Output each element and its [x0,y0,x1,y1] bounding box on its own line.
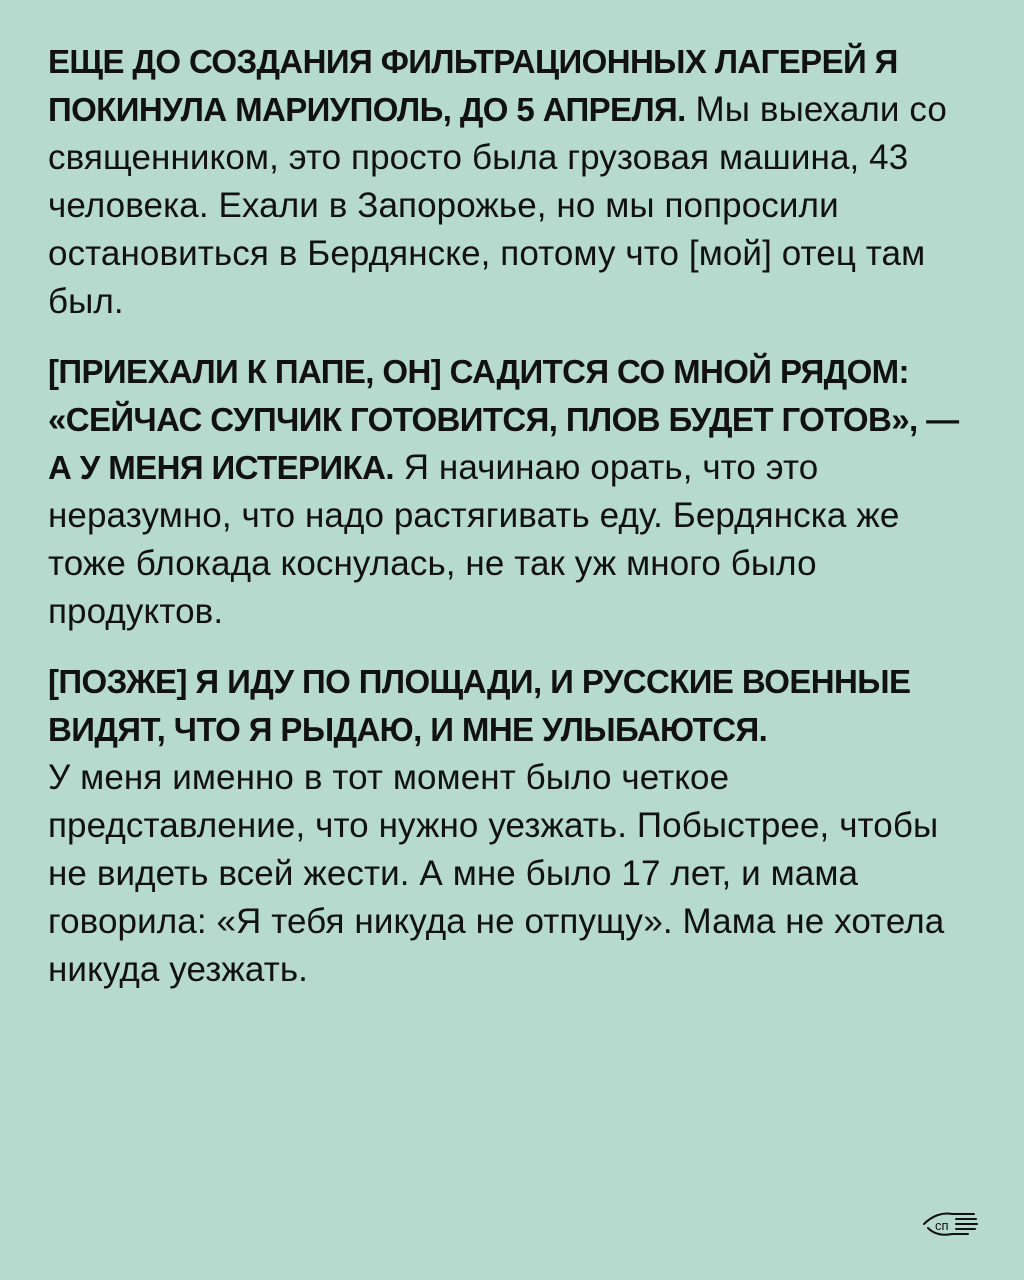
paragraph-3-lead: [ПОЗЖЕ] Я ИДУ ПО ПЛОЩАДИ, И РУССКИЕ ВОЕННЫЕ ВИДЯТ, ЧТО Я РЫДАЮ, И МНЕ УЛЫБАЮТСЯ. [48,663,911,748]
article-text [48,38,978,1016]
paragraph-3-body: У меня именно в тот момент было четкое представление, что нужно уезжать. Побыстрее, чтобы не видеть всей жести. А мне было 17 лет, и мама говорила: «Я тебя никуда не отпущу». Мама не хотела никуда уезжать. [48,758,945,989]
paragraph-3 [48,658,978,994]
paragraph-1-lead: ЕЩЕ ДО СОЗДАНИЯ ФИЛЬТРАЦИОННЫХ ЛАГЕРЕЙ Я ПОКИНУЛА МАРИУПОЛЬ, ДО 5 АПРЕЛЯ. [48,43,898,128]
paragraph-2-body: Я начинаю орать, что это неразумно, что надо растягивать еду. Бердянска же тоже блокада коснулась, не так уж много было продуктов. [48,448,900,631]
paragraph-1-body: Мы выехали со священником, это просто была грузовая машина, 43 человека. Ехали в Запорожье, но мы попросили остановиться в Бердянске, потому что [мой] отец там был. [48,90,947,321]
paragraph-2 [48,348,978,636]
hand-logo-icon [922,1202,980,1242]
paragraph-1 [48,38,978,326]
logo-text: сп [935,1218,949,1233]
paragraph-2-lead: [ПРИЕХАЛИ К ПАПЕ, ОН] САДИТСЯ СО МНОЙ РЯДОМ: «СЕЙЧАС СУПЧИК ГОТОВИТСЯ, ПЛОВ БУДЕТ ГОТОВ», — А У МЕНЯ ИСТЕРИКА. [48,353,959,486]
